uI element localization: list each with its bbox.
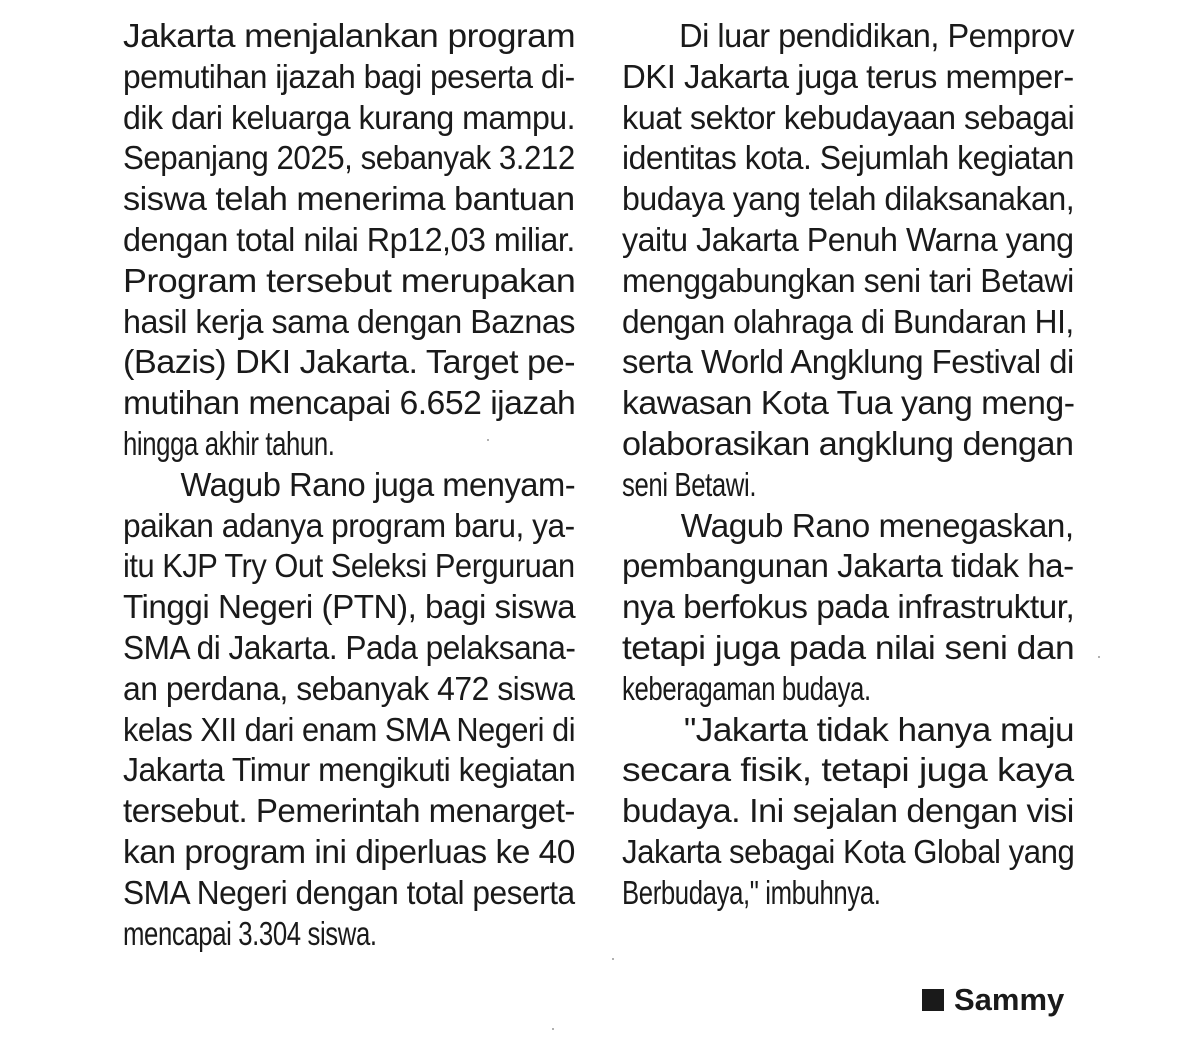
print-speck [552,1028,554,1030]
article-line: an perdana, sebanyak 472 siswa [123,669,575,707]
article-paragraph [123,16,575,465]
article-line: secara fisik, tetapi juga kaya [622,751,1074,789]
article-line: Berbudaya," imbuhnya. [622,873,881,911]
black-square-icon [922,989,944,1011]
article-line: kelas XII dari enam SMA Negeri di [123,710,576,748]
article-line: Jakarta menjalankan program [123,17,576,54]
article-line: keberagaman budaya. [622,669,871,707]
article-line: Jakarta sebagai Kota Global yang [622,832,1075,870]
article-line: Program tersebut merupakan [123,261,576,299]
article-line: Sepanjang 2025, sebanyak 3.212 [123,139,575,177]
article-line: siswa telah menerima bantuan [123,180,575,218]
article-line: Jakarta Timur mengikuti kegiatan [123,751,576,789]
article-line: "Jakarta tidak hanya maju [683,710,1075,748]
article-paragraph [622,710,1074,914]
article-paragraph [622,506,1074,710]
article-line: itu KJP Try Out Seleksi Perguruan [123,547,575,585]
byline-author: Sammy [954,982,1065,1017]
article-line: (Bazis) DKI Jakarta. Target pe- [123,343,576,381]
article-line: menggabungkan seni tari Betawi [622,261,1074,299]
article-line: olaborasikan angklung dengan [622,424,1074,462]
article-line: SMA di Jakarta. Pada pelaksana- [123,628,576,666]
article-line: budaya yang telah dilaksanakan, [622,180,1075,218]
article-line: yaitu Jakarta Penuh Warna yang [622,220,1074,258]
article-line: Wagub Rano menegaskan, [680,506,1074,544]
article-line: mencapai 3.304 siswa. [123,914,377,952]
article-line: kawasan Kota Tua yang meng- [622,384,1075,422]
article-line: pembangunan Jakarta tidak ha- [622,547,1074,585]
article-line: kan program ini diperluas ke 40 [123,832,575,870]
article-line: pemutihan ijazah bagi peserta di- [123,57,575,95]
article-line: kuat sektor kebudayaan sebagai [622,98,1075,136]
article-paragraph [123,465,575,955]
article-paragraph [622,16,1074,506]
article-line: seni Betawi. [622,465,757,503]
print-speck [487,439,489,441]
article-line: DKI Jakarta juga terus memper- [622,57,1074,95]
article-line: serta World Angklung Festival di [622,343,1074,381]
article-line: budaya. Ini sejalan dengan visi [622,792,1074,830]
article-line: nya berfokus pada infrastruktur, [622,588,1075,626]
print-speck [612,958,614,960]
article-line: dengan total nilai Rp12,03 miliar. [123,220,575,258]
article-line: tetapi juga pada nilai seni dan [622,628,1075,666]
article-column-right [622,16,1074,914]
article-line: Di luar pendidikan, Pemprov [679,17,1075,54]
byline [922,980,1064,1020]
article-line: hasil kerja sama dengan Baznas [123,302,575,340]
article-line: identitas kota. Sejumlah kegiatan [622,139,1074,177]
article-line: Tinggi Negeri (PTN), bagi siswa [123,588,576,626]
article-line: hingga akhir tahun. [123,424,335,462]
article-line: SMA Negeri dengan total peserta [123,873,575,911]
article-column-left [123,16,575,954]
article-line: mutihan mencapai 6.652 ijazah [123,384,576,422]
article-line: dik dari keluarga kurang mampu. [123,98,576,136]
article-line: paikan adanya program baru, ya- [123,506,575,544]
print-speck [1098,656,1100,658]
article-line: Wagub Rano juga menyam- [180,465,576,503]
article-line: dengan olahraga di Bundaran HI, [622,302,1074,340]
article-line: tersebut. Pemerintah menarget- [123,792,575,830]
